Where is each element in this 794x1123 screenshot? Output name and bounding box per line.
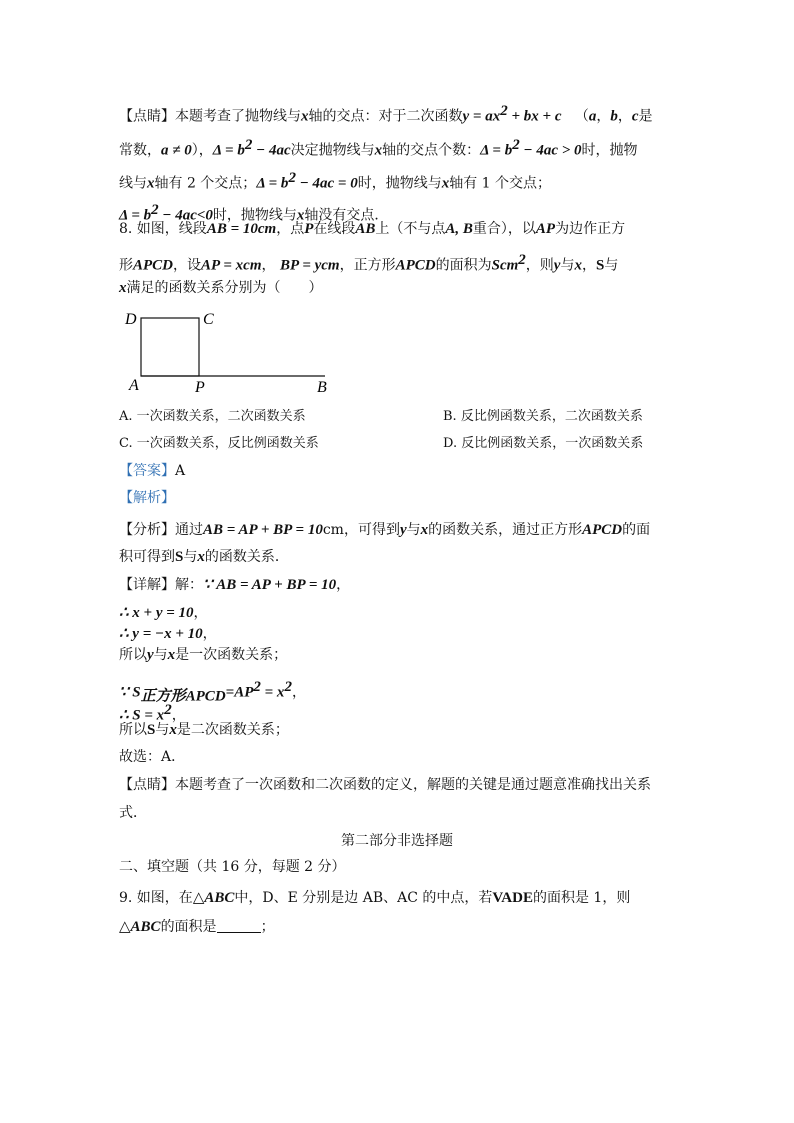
note1-line3: 线与x轴有 2 个交点；$\Delta = b^2 - 4ac = 0$时，抛物线与x轴有 1 个交点； <box>119 170 552 192</box>
q8-option-d: D. 反比例函数关系，一次函数关系 <box>443 436 644 451</box>
q8-option-b: B. 反比例函数关系，二次函数关系 <box>443 409 643 424</box>
part2-heading: 第二部分非选择题 <box>341 833 453 849</box>
note1-line1: 【点睛】本题考查了抛物线与x轴的交点：对于二次函数$y = ax^2$ + bx + c （a，b，c是 <box>119 103 653 125</box>
answer-blank[interactable] <box>217 918 261 933</box>
analysis-line2: 积可得到S与x的函数关系． <box>119 549 289 565</box>
note1-line4: $\Delta = b^2 - 4ac<0$时，抛物线与x轴没有交点． <box>119 202 389 224</box>
q8-line2: 形APCD，设AP = xcm， BP = ycm，正方形APCD的面积为Scm$^2$，则y与x，S与 <box>119 252 619 274</box>
analysis-line1: 【分析】通过AB = AP + BP = 10cm，可得到y与x的函数关系，通过正方形APCD的面 <box>119 522 651 538</box>
detail-line7: 所以S与x是二次函数关系； <box>119 722 289 738</box>
detail-line4: 所以y与x是一次函数关系； <box>119 647 288 663</box>
q9-line1: 9. 如图，在△ABC中，D、E 分别是边 AB、AC 的中点，若VADE的面积是 1，则 <box>119 890 631 906</box>
label-a: A <box>129 377 139 394</box>
q8-line1: 8. 如图，线段AB = 10cm，点P在线段AB上（不与点A, B重合），以AP为边作正方 <box>119 221 626 237</box>
label-d: D <box>125 311 137 328</box>
analysis-label: 【解析】 <box>119 490 175 506</box>
detail-line6: ∴ $S = x^2$， <box>119 702 186 724</box>
label-c: C <box>203 311 214 328</box>
detail-line2: ∴ x + y = 10， <box>119 605 208 621</box>
q9-line2: △ABC的面积是 ； <box>119 919 275 935</box>
detail-line1: 【详解】解：∵ AB = AP + BP = 10， <box>119 577 351 593</box>
q8-line3: x满足的函数关系分别为（ ） <box>119 280 323 296</box>
label-b: B <box>317 379 327 396</box>
square-apcd <box>141 318 199 376</box>
label-p: P <box>195 379 205 396</box>
detail-line8: 故选：A． <box>119 749 186 765</box>
section2-heading: 二、填空题（共 16 分，每题 2 分） <box>119 859 346 875</box>
detail-line5: ∵ $S_{正方形APCD}=AP^2 = x^2$， <box>119 679 306 705</box>
note2-line2: 式． <box>119 805 147 821</box>
detail-line3: ∴ y = −x + 10， <box>119 626 217 642</box>
q8-option-a: A. 一次函数关系，二次函数关系 <box>119 409 306 424</box>
note1-line2: 常数，a ≠ 0），$\Delta = b^2 - 4ac$决定抛物线与x轴的交点个数：$\Delta = b^2 - 4ac > 0$时，抛物 <box>119 137 638 159</box>
note2-line1: 【点睛】本题考查了一次函数和二次函数的定义，解题的关键是通过题意准确找出关系 <box>119 777 651 793</box>
answer-line: 【答案】A <box>119 463 186 479</box>
square-apcd-figure <box>119 306 339 398</box>
q8-option-c: C. 一次函数关系，反比例函数关系 <box>119 436 319 451</box>
